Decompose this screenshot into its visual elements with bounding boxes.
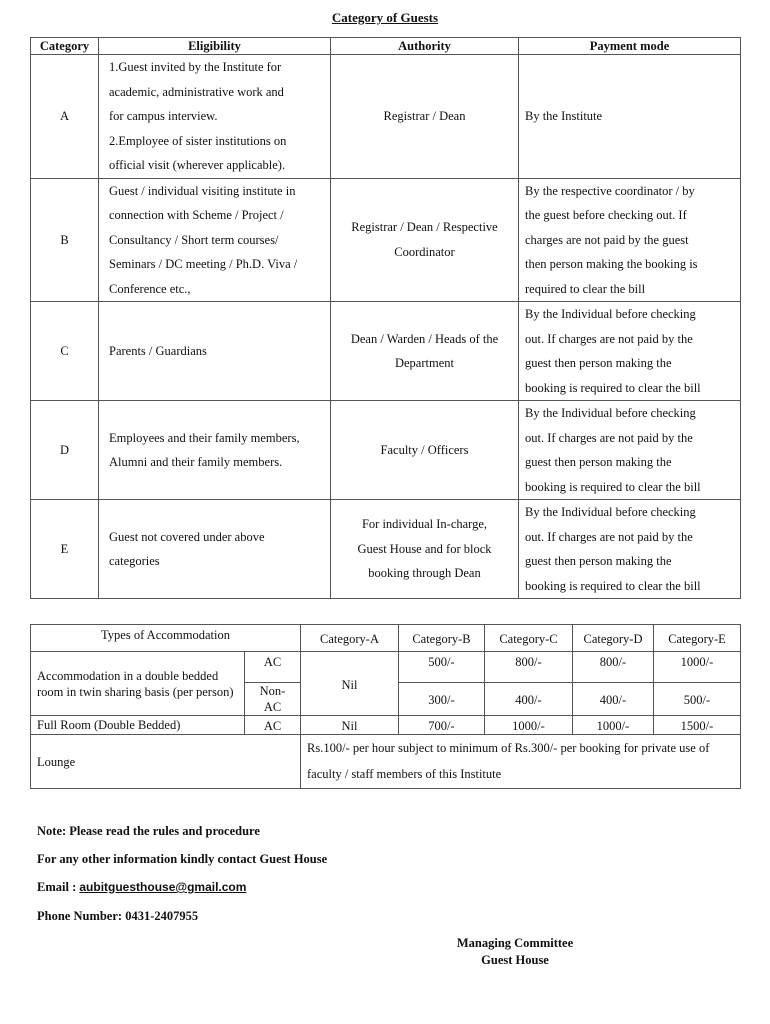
payment-cell-line: booking is required to clear the bill (525, 479, 701, 494)
eligibility-cell (99, 178, 331, 302)
payment-cell-line: out. If charges are not paid by the (525, 430, 693, 445)
payment-cell (519, 401, 741, 500)
authority-cell-line: Dean / Warden / Heads of the (350, 331, 499, 346)
table-row (31, 652, 741, 683)
table-row (31, 735, 741, 789)
payment-cell-line: By the Individual before checking (525, 406, 696, 420)
category-cell: C (31, 302, 99, 401)
authority-cell-line: Registrar / Dean (383, 109, 466, 123)
authority-cell-line: Faculty / Officers (380, 442, 469, 457)
authority-cell (331, 500, 519, 599)
guest-category-table (30, 37, 741, 599)
payment-cell (519, 500, 741, 599)
eligibility-cell-line: Seminars / DC meeting / Ph.D. Viva / (109, 257, 298, 271)
eligibility-cell (99, 302, 331, 401)
authority-cell (331, 302, 519, 401)
double-room-label: Accommodation in a double bedded room in twin sharing basis (per person) (31, 652, 245, 716)
header-category-e: Category-E (654, 625, 741, 652)
payment-cell-line: guest then person making the (525, 455, 672, 469)
table-row (31, 716, 741, 735)
authority-cell-line: booking through Dean (368, 566, 481, 581)
eligibility-cell-line: academic, administrative work and (109, 84, 284, 99)
payment-cell-line: By the Individual before checking (525, 505, 696, 519)
lounge-description: Rs.100/- per hour subject to minimum of Rs.300/- per booking for private use of faculty / staff members of this Institute (301, 735, 741, 789)
eligibility-cell-line: 1.Guest invited by the Institute for (109, 60, 282, 74)
table-header-row (31, 38, 741, 55)
lounge-label: Lounge (31, 735, 301, 789)
eligibility-cell-line: Alumni and their family members. (109, 455, 283, 469)
contact-text: For any other information kindly contact Guest House (37, 852, 328, 866)
header-category-a: Category-A (301, 625, 399, 652)
payment-cell (519, 55, 741, 179)
authority-cell (331, 55, 519, 179)
eligibility-cell-line: official visit (wherever applicable). (109, 158, 286, 172)
phone-text: Phone Number: 0431-2407955 (37, 909, 199, 923)
eligibility-cell (99, 401, 331, 500)
double-room-category-a: Nil (301, 652, 399, 716)
table-row (31, 55, 741, 179)
signature-line-1: Managing Committee (456, 936, 574, 950)
table-row (31, 178, 741, 302)
payment-cell-line: then person making the booking is (525, 257, 698, 271)
payment-cell-line: By the respective coordinator / by (525, 183, 695, 198)
full-room-category-e: 1500/- (654, 716, 741, 735)
header-category-c: Category-C (485, 625, 573, 652)
full-room-category-a: Nil (301, 716, 399, 735)
category-cell: A (31, 55, 99, 179)
eligibility-cell-line: Employees and their family members, (109, 430, 300, 445)
eligibility-cell-line: Guest not covered under above (109, 529, 265, 544)
header-category-b: Category-B (399, 625, 485, 652)
table-row (31, 302, 741, 401)
eligibility-cell-line: categories (109, 554, 160, 568)
header-types-of-accommodation: Types of Accommodation (31, 625, 301, 652)
eligibility-cell-line: for campus interview. (109, 109, 218, 123)
eligibility-cell-line: Consultancy / Short term courses/ (109, 232, 279, 247)
category-cell: B (31, 178, 99, 302)
eligibility-cell (99, 500, 331, 599)
double-ac-category-e: 1000/- (654, 652, 741, 683)
table-header-row (31, 625, 741, 652)
note-text: Note: Please read the rules and procedure (37, 824, 260, 838)
payment-cell-line: By the Individual before checking (525, 307, 696, 321)
double-ac-category-d: 800/- (573, 652, 654, 683)
header-category-d: Category-D (573, 625, 654, 652)
payment-cell-line: the guest before checking out. If (525, 208, 687, 222)
full-room-label: Full Room (Double Bedded) (31, 716, 245, 735)
email-label: Email : (37, 880, 80, 894)
full-room-category-c: 1000/- (485, 716, 573, 735)
header-payment-mode: Payment mode (519, 38, 741, 55)
payment-cell-line: required to clear the bill (525, 281, 646, 296)
accommodation-table (30, 624, 741, 789)
signature-line-2: Guest House (481, 953, 549, 967)
payment-cell-line: guest then person making the (525, 356, 672, 370)
authority-cell (331, 401, 519, 500)
double-ac-category-c: 800/- (485, 652, 573, 683)
authority-cell-line: Registrar / Dean / Respective (351, 220, 498, 235)
double-nonac-category-e: 500/- (654, 683, 741, 716)
header-authority: Authority (331, 38, 519, 55)
eligibility-cell (99, 55, 331, 179)
payment-cell-line: out. If charges are not paid by the (525, 529, 693, 544)
ac-label: AC (245, 652, 301, 683)
authority-cell (331, 178, 519, 302)
authority-cell-line: For individual In-charge, (361, 517, 488, 532)
eligibility-cell-line: 2.Employee of sister institutions on (109, 133, 287, 148)
eligibility-cell-line: Parents / Guardians (109, 343, 207, 358)
email-link[interactable]: aubitguesthouse@gmail.com (79, 880, 247, 894)
payment-cell-line: booking is required to clear the bill (525, 578, 701, 593)
eligibility-cell-line: connection with Scheme / Project / (109, 208, 284, 222)
payment-cell (519, 178, 741, 302)
eligibility-cell-line: Conference etc., (109, 281, 191, 296)
eligibility-cell-line: Guest / individual visiting institute in (109, 183, 296, 198)
payment-cell-line: guest then person making the (525, 554, 672, 568)
double-ac-category-b: 500/- (399, 652, 485, 683)
payment-cell-line: out. If charges are not paid by the (525, 331, 693, 346)
authority-cell-line: Guest House and for block (357, 541, 492, 556)
header-category: Category (31, 38, 99, 55)
page-title: Category of Guests (331, 10, 439, 25)
header-eligibility: Eligibility (99, 38, 331, 55)
full-room-category-b: 700/- (399, 716, 485, 735)
double-nonac-category-c: 400/- (485, 683, 573, 716)
email-line (37, 880, 246, 895)
authority-cell-line: Coordinator (394, 244, 455, 259)
non-ac-label: Non-AC (245, 683, 301, 716)
category-cell: E (31, 500, 99, 599)
double-nonac-category-d: 400/- (573, 683, 654, 716)
full-room-category-d: 1000/- (573, 716, 654, 735)
payment-cell-line: booking is required to clear the bill (525, 380, 701, 395)
table-row (31, 500, 741, 599)
payment-cell (519, 302, 741, 401)
payment-cell-line: charges are not paid by the guest (525, 232, 689, 247)
table-row (31, 401, 741, 500)
payment-cell-line: By the Institute (525, 109, 603, 123)
category-cell: D (31, 401, 99, 500)
authority-cell-line: Department (394, 356, 454, 370)
double-nonac-category-b: 300/- (399, 683, 485, 716)
full-room-type: AC (245, 716, 301, 735)
